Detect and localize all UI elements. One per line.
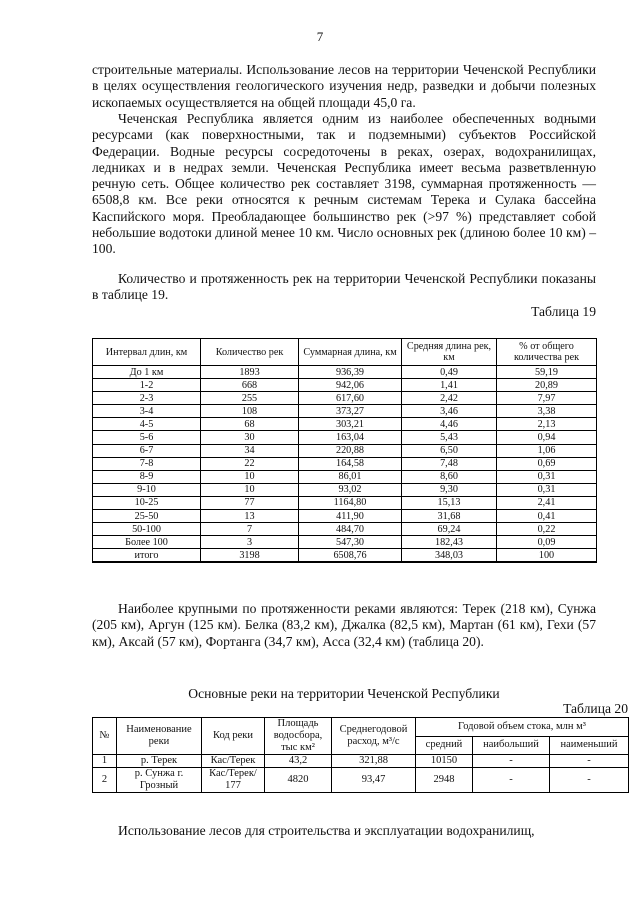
table-row xyxy=(93,768,629,793)
column-header-annual-flow: Среднегодовой расход, м³/с xyxy=(332,718,416,755)
table-cell: 0,31 xyxy=(497,483,597,496)
table-cell: 50-100 xyxy=(93,523,201,536)
table-cell: 5,43 xyxy=(402,431,497,444)
table-row xyxy=(93,755,629,768)
table-cell: 411,90 xyxy=(299,510,402,523)
table-cell: 1 xyxy=(93,755,117,768)
table-cell: 3-4 xyxy=(93,405,201,418)
table-cell: 9,30 xyxy=(402,483,497,496)
column-header-average-length: Средняя длина рек, км xyxy=(402,339,497,366)
table-cell: 0,49 xyxy=(402,366,497,379)
main-rivers-table xyxy=(92,717,629,793)
table19-label: Таблица 19 xyxy=(531,304,596,319)
table-cell: 1-2 xyxy=(93,379,201,392)
table-cell: 15,13 xyxy=(402,496,497,509)
table20-caption: Основные реки на территории Чеченской Республики xyxy=(188,686,500,701)
table-cell: 668 xyxy=(201,379,299,392)
table-cell: 0,22 xyxy=(497,523,597,536)
table-cell: 7-8 xyxy=(93,457,201,470)
table-cell: р. Терек xyxy=(117,755,202,768)
column-header-count: Количество рек xyxy=(201,339,299,366)
table-cell: 942,06 xyxy=(299,379,402,392)
paragraph-water-resources: Чеченская Республика является одним из наиболее обеспеченных водными ресурсами (как поверхностными, так и подземными) субъектов Российской Федерации. Водные ресурсы сосредоточены в реках, озерах, водохранилищах, ледниках и в недрах земли. Чеченская Республика имеет весьма разветвленную речную сеть. Общее количество рек составляет 3198, суммарная протяженность — 6508,8 км. Все реки относятся к речным системам Терека и Сулака бассейна Каспийского моря. Преобладающее большинство рек (>97 %) представляет собой небольшие водотоки длиной менее 10 км. Число основных рек (длиною более 10 км) –100. xyxy=(92,111,596,257)
table-header-row xyxy=(93,339,597,366)
table-cell: 617,60 xyxy=(299,392,402,405)
column-header-annual-volume: Годовой объем стока, млн м³ xyxy=(416,718,629,737)
table-cell: 4-5 xyxy=(93,418,201,431)
table-cell: 10-25 xyxy=(93,496,201,509)
table-cell: 3,46 xyxy=(402,405,497,418)
paragraph-forest-use-geology: строительные материалы. Использование лесов на территории Чеченской Республики в целях осуществления геологического изучения недр, разведки и добычи полезных ископаемых осуществляется на общей площади 45,0 га. xyxy=(92,62,596,110)
table-cell: 7 xyxy=(201,523,299,536)
table-row xyxy=(93,379,597,392)
table-cell: 2,13 xyxy=(497,418,597,431)
column-header-minimum: наименьший xyxy=(550,736,629,755)
column-header-average: средний xyxy=(416,736,473,755)
table-cell: 2,41 xyxy=(497,496,597,509)
table-cell: 86,01 xyxy=(299,470,402,483)
table-cell: 2-3 xyxy=(93,392,201,405)
table-cell: 255 xyxy=(201,392,299,405)
table-row xyxy=(93,523,597,536)
table-cell: 69,24 xyxy=(402,523,497,536)
table-cell: 373,27 xyxy=(299,405,402,418)
table-cell: 13 xyxy=(201,510,299,523)
table-cell: 2948 xyxy=(416,768,473,793)
table-cell: 100 xyxy=(497,549,597,563)
table-cell: р. Сунжа г. Грозный xyxy=(117,768,202,793)
column-header-maximum: наибольший xyxy=(473,736,550,755)
table-cell: 2,42 xyxy=(402,392,497,405)
table-cell: 77 xyxy=(201,496,299,509)
table-cell: 5-6 xyxy=(93,431,201,444)
table-cell: 34 xyxy=(201,444,299,457)
table-cell: 7,48 xyxy=(402,457,497,470)
rivers-length-table xyxy=(92,338,597,563)
table-row xyxy=(93,470,597,483)
table-cell: 1,41 xyxy=(402,379,497,392)
table-cell: - xyxy=(473,768,550,793)
table-cell: 4,46 xyxy=(402,418,497,431)
table-cell: 20,89 xyxy=(497,379,597,392)
table-cell: 0,31 xyxy=(497,470,597,483)
table-cell: - xyxy=(550,755,629,768)
column-header-percent: % от общего количества рек xyxy=(497,339,597,366)
table-cell: 936,39 xyxy=(299,366,402,379)
table-cell: 10150 xyxy=(416,755,473,768)
table-row xyxy=(93,496,597,509)
table-cell: 4820 xyxy=(265,768,332,793)
table-row xyxy=(93,536,597,549)
table-cell: 8-9 xyxy=(93,470,201,483)
table-cell: 93,02 xyxy=(299,483,402,496)
table-cell: 10 xyxy=(201,483,299,496)
paragraph-reservoirs: Использование лесов для строительства и эксплуатации водохранилищ, xyxy=(118,823,535,838)
table-cell: 10 xyxy=(201,470,299,483)
table-row xyxy=(93,444,597,457)
paragraph-largest-rivers: Наиболее крупными по протяженности реками являются: Терек (218 км), Сунжа (205 км), Аргун (125 км). Белка (83,2 км), Джалка (82,5 км), Мартан (61 км), Гехи (57 км), Аксай (57 км), Фортанга (34,7 км), Асса (32,4 км) (таблица 20). xyxy=(92,601,596,649)
table-cell: 93,47 xyxy=(332,768,416,793)
table-cell: 22 xyxy=(201,457,299,470)
table-cell: 3,38 xyxy=(497,405,597,418)
table-row xyxy=(93,366,597,379)
table-cell: 164,58 xyxy=(299,457,402,470)
table-cell: Кас/Терек xyxy=(202,755,265,768)
column-header-number: № xyxy=(93,718,117,755)
table-total-row xyxy=(93,549,597,563)
table-cell: 303,21 xyxy=(299,418,402,431)
table-cell: 348,03 xyxy=(402,549,497,563)
table-cell: - xyxy=(550,768,629,793)
table-cell: 7,97 xyxy=(497,392,597,405)
table-row xyxy=(93,457,597,470)
table-cell: 182,43 xyxy=(402,536,497,549)
table20-label: Таблица 20 xyxy=(563,701,628,716)
table-cell: 59,19 xyxy=(497,366,597,379)
table-cell: 1164,80 xyxy=(299,496,402,509)
table-cell: 163,04 xyxy=(299,431,402,444)
table-cell: - xyxy=(473,755,550,768)
table-cell: 31,68 xyxy=(402,510,497,523)
table-cell: 8,60 xyxy=(402,470,497,483)
column-header-interval: Интервал длин, км xyxy=(93,339,201,366)
table-cell: 9-10 xyxy=(93,483,201,496)
table-cell: 0,09 xyxy=(497,536,597,549)
column-header-river-code: Код реки xyxy=(202,718,265,755)
table-row xyxy=(93,483,597,496)
table-row xyxy=(93,392,597,405)
table-cell: Кас/Терек/ 177 xyxy=(202,768,265,793)
table-cell: 6508,76 xyxy=(299,549,402,563)
paragraph-table19-intro: Количество и протяженность рек на территории Чеченской Республики показаны в таблице 19. xyxy=(92,271,596,303)
table-cell: 30 xyxy=(201,431,299,444)
table-cell: 3198 xyxy=(201,549,299,563)
table-cell: 6,50 xyxy=(402,444,497,457)
column-header-total-length: Суммарная длина, км xyxy=(299,339,402,366)
page-number: 7 xyxy=(316,29,324,44)
table-cell: 108 xyxy=(201,405,299,418)
table-cell: 484,70 xyxy=(299,523,402,536)
table-row xyxy=(93,418,597,431)
table-cell: 1,06 xyxy=(497,444,597,457)
table-row xyxy=(93,405,597,418)
table-cell: 220,88 xyxy=(299,444,402,457)
column-header-river-name: Наименование реки xyxy=(117,718,202,755)
table-cell: итого xyxy=(93,549,201,563)
table-cell: 3 xyxy=(201,536,299,549)
table-cell: 43,2 xyxy=(265,755,332,768)
table-cell: 321,88 xyxy=(332,755,416,768)
table-cell: 547,30 xyxy=(299,536,402,549)
table-cell: 2 xyxy=(93,768,117,793)
table-cell: 25-50 xyxy=(93,510,201,523)
table-row xyxy=(93,431,597,444)
table-cell: 0,69 xyxy=(497,457,597,470)
table-cell: Более 100 xyxy=(93,536,201,549)
table-row xyxy=(93,510,597,523)
column-header-basin-area: Площадь водосбора, тыс км² xyxy=(265,718,332,755)
table-cell: До 1 км xyxy=(93,366,201,379)
table-cell: 68 xyxy=(201,418,299,431)
table-cell: 0,94 xyxy=(497,431,597,444)
table-cell: 0,41 xyxy=(497,510,597,523)
table-cell: 6-7 xyxy=(93,444,201,457)
table-cell: 1893 xyxy=(201,366,299,379)
table-header-row xyxy=(93,718,629,737)
